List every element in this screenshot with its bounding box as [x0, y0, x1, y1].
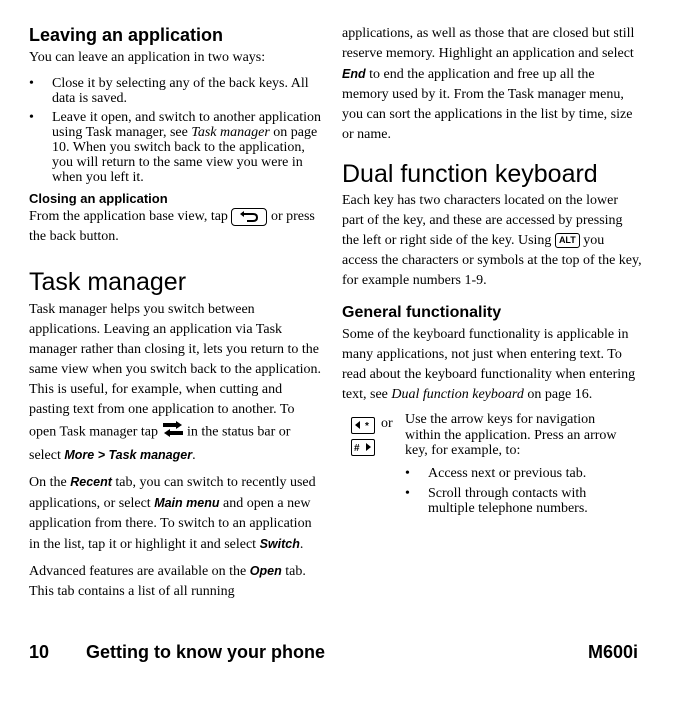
- list-item: • Access next or previous tab.: [405, 466, 633, 481]
- arrow-or: or: [381, 416, 393, 431]
- switch-command-label: Switch: [259, 537, 300, 551]
- closing-paragraph: [29, 207, 325, 247]
- leaving-intro: You can leave an application in two ways:: [29, 50, 266, 65]
- leaving-list: [29, 76, 325, 185]
- task-manager-link[interactable]: Task manager: [191, 125, 270, 140]
- continued-paragraph: [342, 24, 642, 145]
- closing-heading: Closing an application: [29, 191, 168, 206]
- arrow-keys-list: [405, 466, 633, 516]
- general-text-2: on page 16.: [527, 387, 593, 402]
- task-p1-end: .: [192, 448, 196, 463]
- alt-key-icon: ALT: [555, 233, 580, 248]
- task-p2-text: On the: [29, 475, 67, 490]
- right-arrow-key-icon: [351, 439, 375, 456]
- leaving-heading: Leaving an application: [29, 25, 224, 45]
- model-name: M600i: [588, 642, 639, 662]
- task-p3-text-2: tab. This tab contains a list of all running: [29, 564, 306, 599]
- general-text: Some of the keyboard functionality is applicable in many applications, not just when entering text. To read about the keyboard functionality when entering text, see: [342, 327, 636, 402]
- task-paragraph-1: [29, 300, 325, 466]
- closing-or: or: [270, 209, 283, 224]
- task-p2-text-2: tab, you can switch to recently used applications, or select: [29, 475, 316, 511]
- bullet2-text: Leave it open, and switch to another application using Task manager, see: [52, 110, 322, 140]
- left-arrow-key-icon: [351, 417, 375, 434]
- task-manager-heading: Task manager: [29, 268, 187, 296]
- svg-text:*: *: [365, 421, 369, 432]
- end-command-label: End: [342, 67, 366, 81]
- general-functionality-heading: General functionality: [342, 304, 502, 321]
- continued-text: applications, as well as those that are closed but still reserve memory. Highlight an application and select: [342, 26, 635, 61]
- main-menu-label: Main menu: [154, 496, 220, 510]
- dual-text: Each key has two characters located on the lower part of the key, and these are accessed by pressing the left or right side of the key. Using: [342, 193, 623, 248]
- page-number: 10: [29, 642, 50, 662]
- bullet2-text-end: on page 10. When you switch back to the application, you will return to the same view you were in when you left it.: [52, 125, 318, 185]
- task-manager-icon[interactable]: [162, 420, 184, 445]
- section-title: Getting to know your phone: [86, 642, 325, 662]
- dual-paragraph: [342, 191, 642, 291]
- back-icon[interactable]: [231, 208, 267, 226]
- open-tab-label: Open: [249, 564, 282, 578]
- task-p3-text: Advanced features are available on the: [29, 564, 247, 579]
- task-paragraph-2: [29, 472, 325, 555]
- arrow-keys-text: Use the arrow keys for navigation within the application. Press an arrow key, for example, to:: [405, 412, 617, 458]
- task-paragraph-3: [29, 561, 325, 602]
- dual-text-2: you access the characters or symbols at the top of the key, for example numbers 1-9.: [342, 233, 642, 288]
- left-column: [29, 24, 325, 602]
- task-p1-text-2: in the status bar or select: [29, 424, 291, 463]
- continued-text-2: to end the application and free up all the memory used by it. From the Task manager menu, you can sort the applications in the list by time, size or name.: [342, 67, 633, 142]
- list-item: [29, 110, 325, 185]
- dual-function-keyboard-link[interactable]: Dual function keyboard: [391, 387, 524, 402]
- svg-text:#: #: [354, 443, 360, 454]
- list-item: • Close it by selecting any of the back keys. All data is saved.: [29, 76, 325, 106]
- dual-function-heading: Dual function keyboard: [342, 160, 598, 188]
- task-p2-end: .: [299, 537, 304, 552]
- right-column: [342, 24, 642, 525]
- task-p1-text: Task manager helps you switch between applications. Leaving an application via Task manager rather than closing it, lets you return to the same view when you switch back to the application. This is useful, for example, when cutting and pasting text from one application to another. To open Task manager tap: [29, 302, 321, 440]
- task-p2-text-3: and open a new application from there. To switch to an application in the list, tap it or highlight it and select: [29, 496, 312, 552]
- more-task-manager-command: More > Task manager: [64, 448, 193, 462]
- general-paragraph: [342, 325, 642, 405]
- recent-tab-label: Recent: [70, 475, 112, 489]
- closing-text-end: press the back button.: [29, 209, 315, 244]
- arrow-keys-block: [342, 412, 642, 525]
- closing-text: From the application base view, tap: [29, 209, 228, 224]
- list-item: • Scroll through contacts with multiple telephone numbers.: [405, 486, 633, 516]
